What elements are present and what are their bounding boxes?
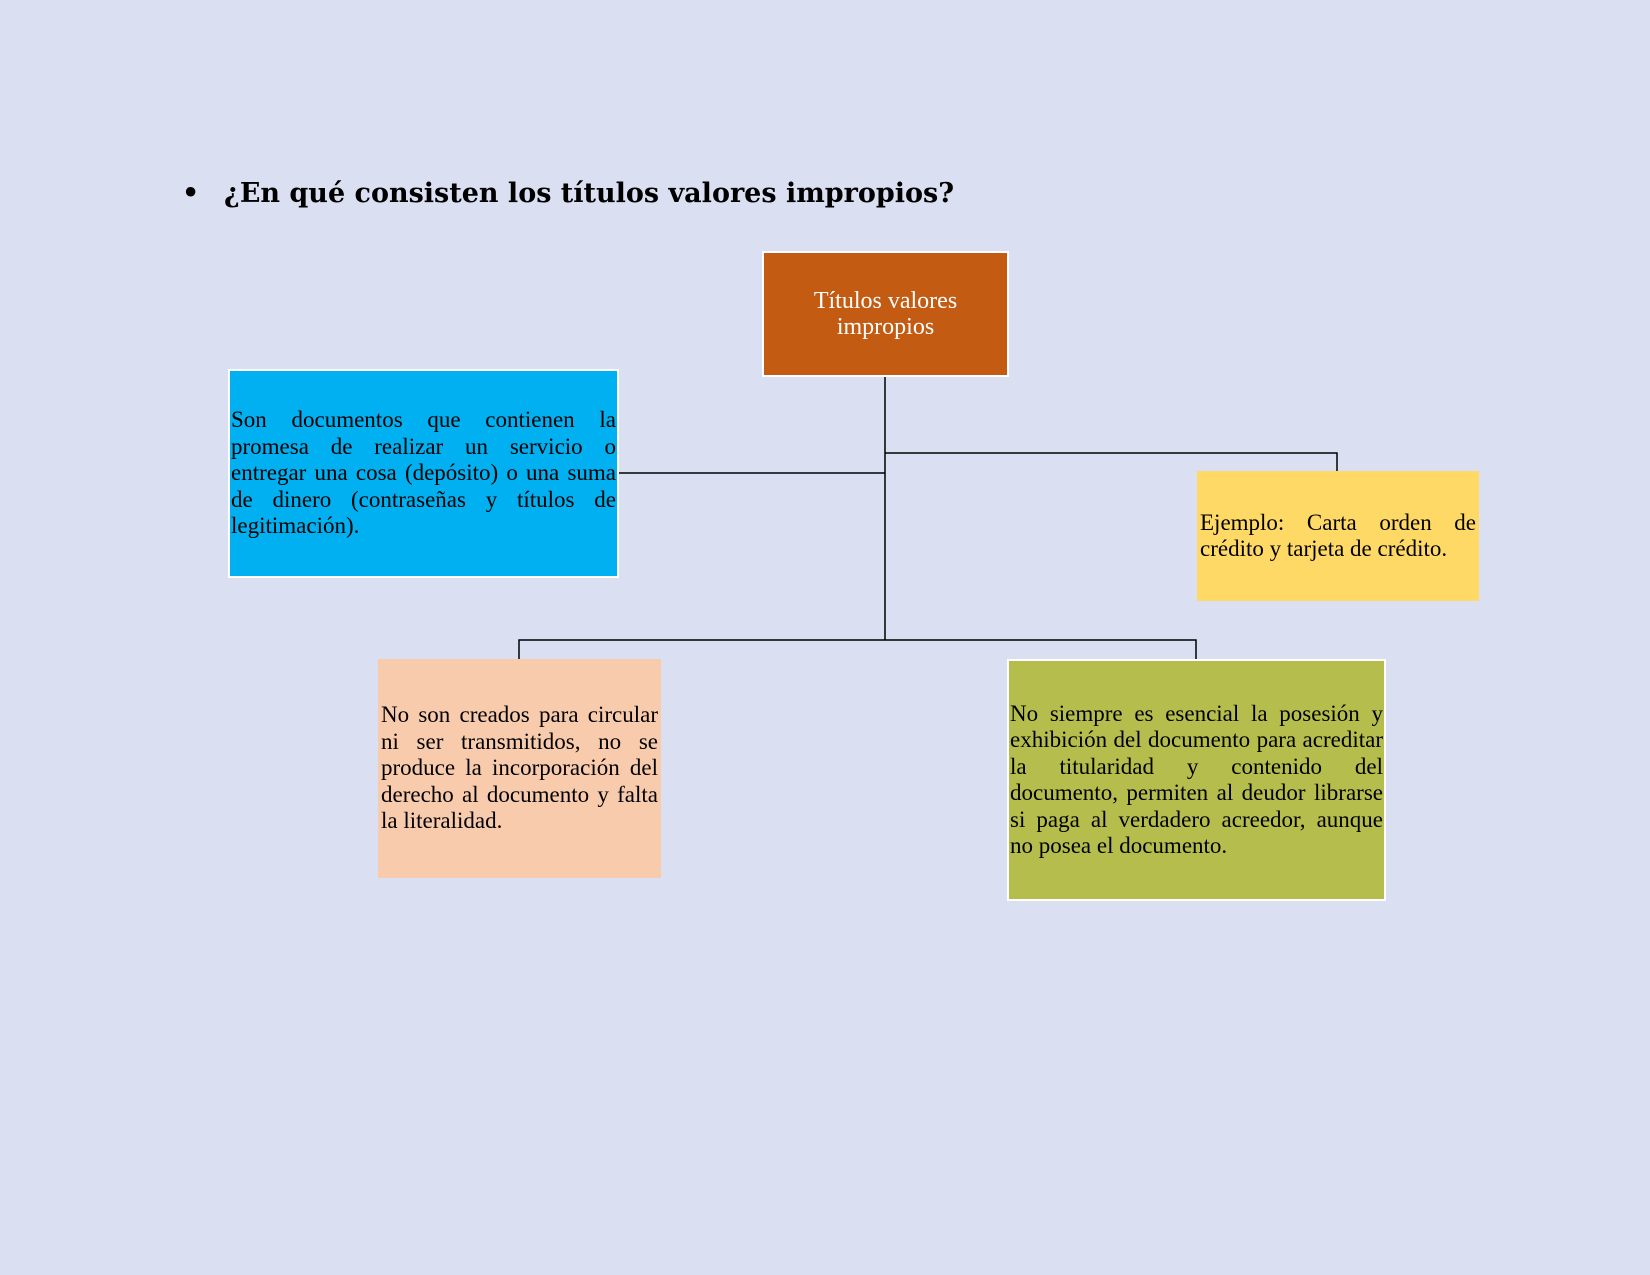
- connector-to-example: [885, 453, 1337, 471]
- example-node: [1197, 471, 1479, 601]
- definition-node: [228, 369, 619, 578]
- circulation-node: [378, 659, 661, 878]
- example-node-text: Ejemplo: Carta orden de crédito y tarjeta de crédito.: [1200, 509, 1476, 561]
- definition-node-text: Son documentos que contienen la promesa de realizar un servicio o entregar una cosa (depósito) o una suma de dinero (contraseñas y títulos de legitimación).: [231, 407, 616, 539]
- connector-to-possession: [885, 640, 1196, 659]
- circulation-node-text: No son creados para circular ni ser transmitidos, no se produce la incorporación del derecho al documento y falta la literalidad.: [381, 702, 658, 834]
- possession-node-text: No siempre es esencial la posesión y exhibición del documento para acreditar la titularidad y contenido del documento, permiten al deudor librarse si paga al verdadero acreedor, aunque no posea el documento.: [1010, 700, 1383, 858]
- root-node: [762, 251, 1009, 377]
- root-node-label: Títulos valores impropios: [813, 288, 958, 340]
- heading-text: ¿En qué consisten los títulos valores impropios?: [224, 178, 955, 209]
- bullet-point: •: [182, 178, 200, 209]
- possession-node: [1007, 659, 1386, 901]
- connector-to-circulation: [519, 640, 885, 659]
